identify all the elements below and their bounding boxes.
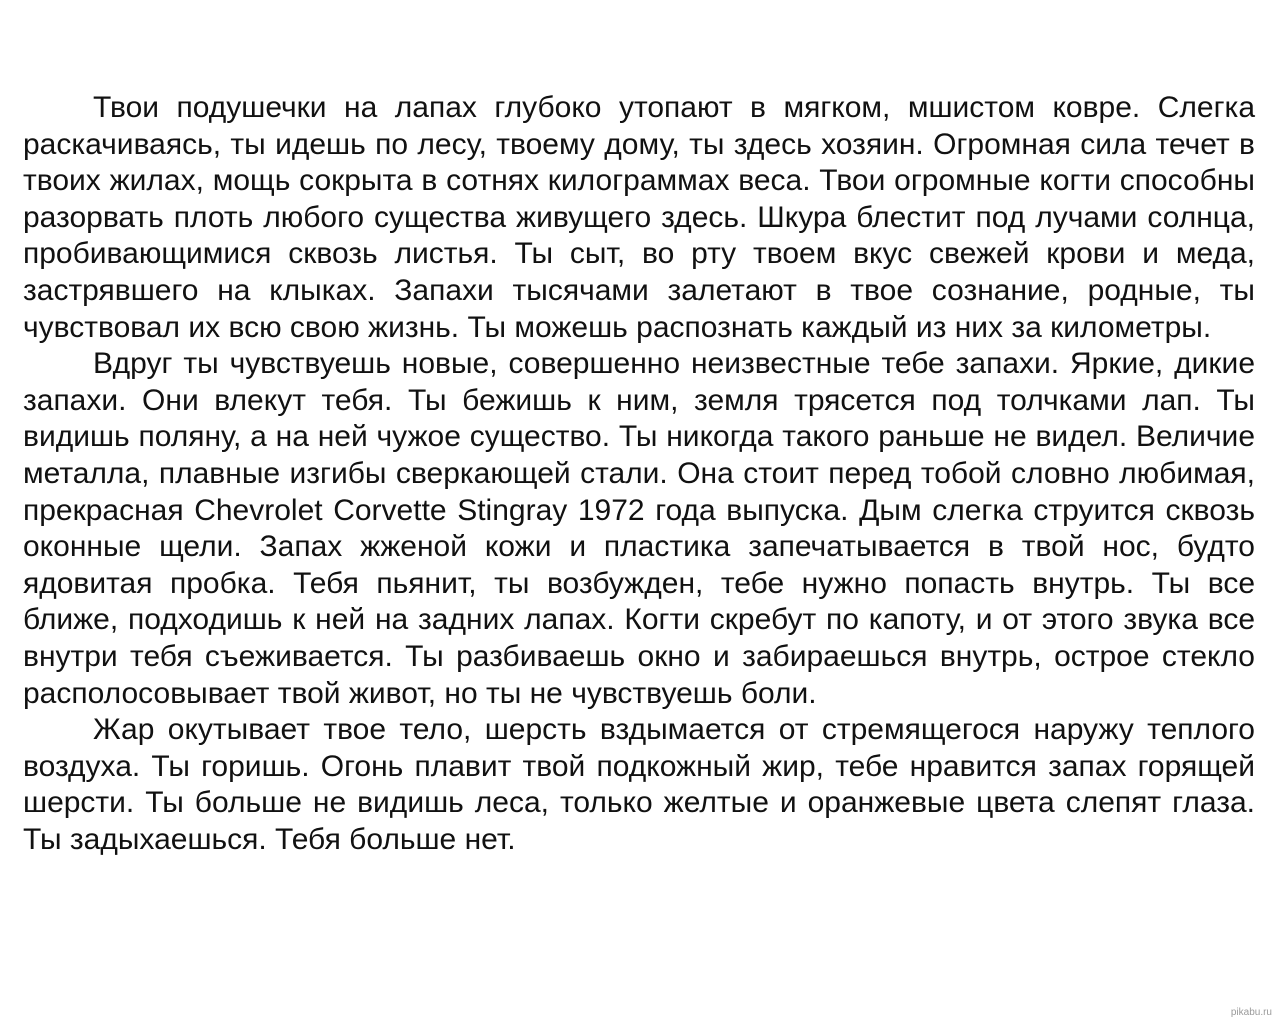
paragraph-2: Вдруг ты чувствуешь новые, совершенно неизвестные тебе запахи. Яркие, дикие запахи. Они влекут тебя. Ты бежишь к ним, земля трясется под толчками лап. Ты видишь поляну, а на ней чужое существо. Ты никогда такого раньше не видел. Величие металла, плавные изгибы сверкающей стали. Она стоит перед тобой словно любимая, прекрасная Chevrolet Corvette Stingray 1972 года выпуска. Дым слегка струится сквозь оконные щели. Запах жженой кожи и пластика запечатывается в твой нос, будто ядовитая пробка. Тебя пьянит, ты возбужден, тебе нужно попасть внутрь. Ты все ближе, подходишь к ней на задних лапах. Когти скребут по капоту, и от этого звука все внутри тебя съеживается. Ты разбиваешь окно и забираешься внутрь, острое стекло располосовывает твой живот, но ты не чувствуешь боли.: [23, 347, 1255, 710]
paragraph-1: Твои подушечки на лапах глубоко утопают в мягком, мшистом ковре. Слегка раскачиваясь, ты идешь по лесу, твоему дому, ты здесь хозяин. Огромная сила течет в твоих жилах, мощь сокрыта в сотнях килограммах веса. Твои огромные когти способны разорвать плоть любого существа живущего здесь. Шкура блестит под лучами солнца, пробивающимися сквозь листья. Ты сыт, во рту твоем вкус свежей крови и меда, застрявшего на клыках. Запахи тысячами залетают в твое сознание, родные, ты чувствовал их всю свою жизнь. Ты можешь распознать каждый из них за километры.: [23, 91, 1255, 344]
watermark: pikabu.ru: [1230, 1007, 1272, 1018]
document-body: [23, 90, 1255, 858]
paragraph-3: Жар окутывает твое тело, шерсть вздымается от стремящегося наружу теплого воздуха. Ты горишь. Огонь плавит твой подкожный жир, тебе нравится запах горящей шерсти. Ты больше не видишь леса, только желтые и оранжевые цвета слепят глаза. Ты задыхаешься. Тебя больше нет.: [23, 713, 1255, 856]
